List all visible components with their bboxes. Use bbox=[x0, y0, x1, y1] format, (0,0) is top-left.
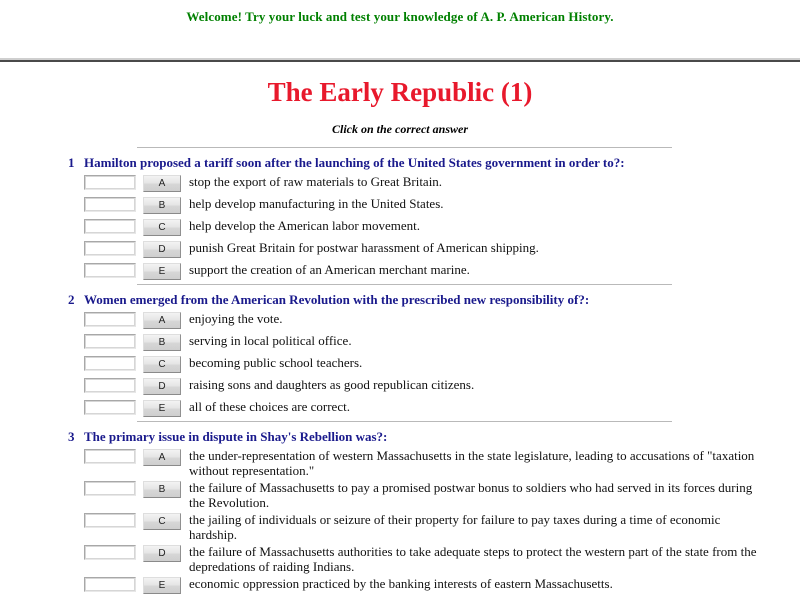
answer-result-input-e[interactable] bbox=[84, 263, 136, 278]
page-title: The Early Republic (1) bbox=[267, 77, 533, 107]
answer-row bbox=[0, 196, 800, 214]
answer-choice-text: economic oppression practiced by the banking interests of eastern Massachusetts. bbox=[189, 576, 613, 591]
answer-row bbox=[0, 218, 800, 236]
question-text: Women emerged from the American Revolution with the prescribed new responsibility of?: bbox=[84, 292, 590, 307]
answer-choice-button-e[interactable]: E bbox=[143, 400, 181, 417]
page-subtitle: Click on the correct answer bbox=[331, 122, 468, 136]
title-block bbox=[0, 62, 800, 137]
welcome-banner bbox=[0, 0, 800, 25]
answer-row bbox=[0, 333, 800, 351]
answer-choice-button-e[interactable]: E bbox=[143, 577, 181, 594]
question-heading bbox=[0, 155, 800, 174]
answer-choice-text: punish Great Britain for postwar harassment of American shipping. bbox=[189, 240, 539, 255]
question-heading bbox=[0, 292, 800, 311]
answer-choice-button-e[interactable]: E bbox=[143, 263, 181, 280]
answer-row bbox=[0, 399, 800, 417]
answer-choice-text: help develop the American labor movement. bbox=[189, 218, 421, 233]
answer-row bbox=[0, 512, 800, 542]
question-heading bbox=[0, 429, 800, 448]
question-text: Hamilton proposed a tariff soon after the launching of the United States government in order to?: bbox=[84, 155, 625, 170]
answer-result-input-c[interactable] bbox=[84, 513, 136, 528]
welcome-text: Welcome! Try your luck and test your knowledge of A. P. American History. bbox=[186, 9, 614, 24]
answer-row bbox=[0, 377, 800, 395]
answer-result-input-a[interactable] bbox=[84, 449, 136, 464]
answer-choice-button-a[interactable]: A bbox=[143, 449, 181, 466]
answer-result-input-a[interactable] bbox=[84, 175, 136, 190]
answer-result-input-d[interactable] bbox=[84, 241, 136, 256]
answer-choice-text: raising sons and daughters as good republican citizens. bbox=[189, 377, 475, 392]
question-block bbox=[0, 285, 800, 417]
quiz-container bbox=[0, 137, 800, 594]
answer-choice-button-b[interactable]: B bbox=[143, 334, 181, 351]
question-number: 2 bbox=[68, 292, 75, 307]
answer-choice-button-d[interactable]: D bbox=[143, 378, 181, 395]
answer-choice-button-d[interactable]: D bbox=[143, 241, 181, 258]
answer-choice-button-c[interactable]: C bbox=[143, 356, 181, 373]
answer-row bbox=[0, 448, 800, 478]
answer-choice-text: the under-representation of western Massachusetts in the state legislature, leading to accusations of "taxation without representation." bbox=[189, 448, 755, 478]
answer-result-input-a[interactable] bbox=[84, 312, 136, 327]
answer-result-input-e[interactable] bbox=[84, 577, 136, 592]
answer-choice-text: the failure of Massachusetts authorities to take adequate steps to protect the western part of the state from the depredations of raiding Indians. bbox=[189, 544, 757, 574]
answer-choice-text: all of these choices are correct. bbox=[189, 399, 350, 414]
answer-result-input-c[interactable] bbox=[84, 356, 136, 371]
answer-result-input-e[interactable] bbox=[84, 400, 136, 415]
question-number: 3 bbox=[68, 429, 75, 444]
question-number: 1 bbox=[68, 155, 75, 170]
answer-result-input-b[interactable] bbox=[84, 334, 136, 349]
answer-result-input-b[interactable] bbox=[84, 197, 136, 212]
answer-choice-button-c[interactable]: C bbox=[143, 219, 181, 236]
answer-row bbox=[0, 576, 800, 594]
answer-result-input-c[interactable] bbox=[84, 219, 136, 234]
question-block bbox=[0, 148, 800, 280]
answer-choice-text: support the creation of an American merchant marine. bbox=[189, 262, 470, 277]
answer-choice-text: stop the export of raw materials to Great Britain. bbox=[189, 174, 443, 189]
answer-row bbox=[0, 311, 800, 329]
answer-choice-text: enjoying the vote. bbox=[189, 311, 283, 326]
answer-choice-text: help develop manufacturing in the United States. bbox=[189, 196, 444, 211]
answer-choice-text: the failure of Massachusetts to pay a promised postwar bonus to soldiers who had served in its forces during the Revolution. bbox=[189, 480, 753, 510]
answer-row bbox=[0, 480, 800, 510]
question-block bbox=[0, 422, 800, 594]
answer-row bbox=[0, 240, 800, 258]
answer-result-input-d[interactable] bbox=[84, 378, 136, 393]
answer-choice-button-b[interactable]: B bbox=[143, 197, 181, 214]
answer-choice-button-d[interactable]: D bbox=[143, 545, 181, 562]
answer-choice-text: serving in local political office. bbox=[189, 333, 352, 348]
answer-row bbox=[0, 174, 800, 192]
answer-choice-button-b[interactable]: B bbox=[143, 481, 181, 498]
answer-choice-text: becoming public school teachers. bbox=[189, 355, 363, 370]
answer-row bbox=[0, 355, 800, 373]
answer-row bbox=[0, 544, 800, 574]
answer-result-input-b[interactable] bbox=[84, 481, 136, 496]
question-text: The primary issue in dispute in Shay's Rebellion was?: bbox=[84, 429, 388, 444]
answer-result-input-d[interactable] bbox=[84, 545, 136, 560]
answer-choice-button-c[interactable]: C bbox=[143, 513, 181, 530]
answer-row bbox=[0, 262, 800, 280]
answer-choice-button-a[interactable]: A bbox=[143, 175, 181, 192]
answer-choice-text: the jailing of individuals or seizure of their property for failure to pay taxes during a time of economic hardship. bbox=[189, 512, 721, 542]
answer-choice-button-a[interactable]: A bbox=[143, 312, 181, 329]
